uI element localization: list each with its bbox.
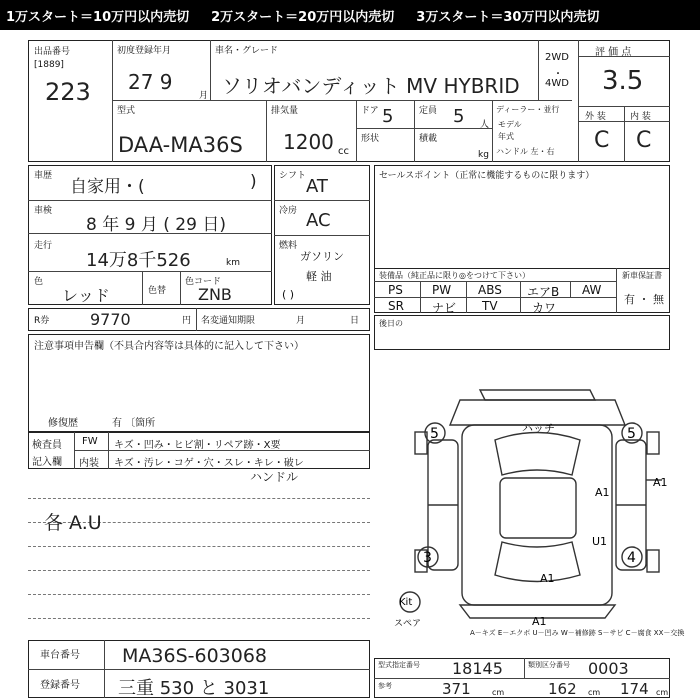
roof-outline [500,478,576,538]
cartype-value: 自家用・( [70,177,145,197]
recycle-row [28,308,370,331]
fw-items: キズ・凹み・ヒビ割・リペア跡・X要 [114,440,281,451]
interior-items: キズ・汚レ・コゲ・穴・スレ・キレ・破レ [114,458,304,469]
ac-value: AC [306,210,331,231]
handle-note: ハンドル [250,470,299,484]
score-label: 評 価 点 [595,47,632,58]
hatch-mark: ハッチ [522,422,555,435]
dealer-label: ディーラー・並行 [496,105,560,114]
spec-value: 18145 [452,659,503,678]
model-year-label: 年式 [498,132,514,141]
capacity-value: 5 [453,106,465,127]
wd-dot: ・ [553,69,563,80]
disp-label: 排気量 [271,106,299,116]
class-value: 0003 [588,659,629,678]
mileage-label: 走行 [34,241,53,251]
wd4-label: 4WD [545,78,569,89]
chassis-value: MA36S-603068 [122,645,268,667]
equipment-label: 装備品（純正品に限り◎をつけて下さい） [379,271,530,280]
equip-tv: TV [482,299,498,313]
length-value: 371 [442,680,471,698]
fw-label: FW [82,436,98,447]
weight-unit: kg [478,150,489,160]
header-start-2: 2万スタート＝20万円以内売切 [211,9,395,25]
lot-number: 223 [45,78,91,106]
ac-label: 冷房 [279,206,298,216]
mileage-value: 14万8千526 [86,250,191,271]
cartype-close: ) [250,172,257,192]
color-value: レッド [62,286,110,305]
registration-label: 登録番号 [40,680,80,691]
spare-label: スペア [394,619,422,629]
score-value: 3.5 [602,66,644,96]
rear-right-wheel [647,550,659,572]
color-label: 色 [34,277,44,287]
equip-pw: PW [432,283,452,297]
spec-label: 型式指定番号 [378,661,420,669]
type-value: DAA-MA36S [118,133,243,157]
ext-label: 外 装 [585,112,606,122]
mark-u1: U1 [592,535,608,548]
rear-window-outline [495,542,580,582]
length-unit: cm [492,688,505,697]
handle-label: ハンドル 左・右 [496,147,555,156]
mark-3: 3 [423,550,432,566]
fuel-label: 燃料 [279,241,298,251]
reg-unit: 月 [199,91,209,101]
ext-value: C [594,128,610,153]
sales-point-label: セールスポイント（正常に機能するものに限ります） [379,171,595,181]
int-label: 内 装 [630,112,651,122]
reg-value: 27 9 [128,70,173,94]
front-bumper-top [480,390,595,400]
chassis-label: 車台番号 [40,650,80,661]
equip-sr: SR [388,299,404,313]
weight-label: 積載 [419,134,438,144]
equip-abs: ABS [478,283,502,297]
fuel-other: ( ) [282,288,295,301]
capacity-unit: 人 [480,120,490,130]
int-value: C [636,128,652,153]
recycle-value: 9770 [90,310,131,329]
width-value: 162 [548,680,577,698]
equip-navi: ナビ [432,301,457,315]
handwritten-note: 各 A.U [44,512,102,534]
name-value: ソリオバンディット MV HYBRID [222,74,520,98]
type-label: 型式 [117,106,136,116]
header-start-1: 1万スタート＝10万円以内売切 [6,9,190,25]
wd2-label: 2WD [545,52,569,63]
mark-a1-rear: A1 [540,572,555,585]
repair-label: 修復歴 [48,418,78,429]
lot-sub: [1889] [34,60,64,70]
back-date-label: 後日の [379,319,403,328]
recycle-unit: 円 [182,316,192,326]
shift-label: シフト [279,171,307,181]
reg-label: 初度登録年月 [117,46,172,56]
warranty-label: 新車保証書 [622,271,662,280]
back-date-box [374,315,670,350]
name-label: 車名・グレード [215,46,279,56]
fuel-gasoline: ガソリン [300,250,344,263]
shape-label: 形状 [361,134,380,144]
notes-title: 注意事項申告欄（不具合内容等は具体的に記入して下さい） [34,341,304,352]
capacity-label: 定員 [419,106,438,116]
recycle-label: R券 [34,316,50,326]
header-start-3: 3万スタート＝30万円以内売切 [416,9,600,25]
notice-label: 名変通知期限 [201,316,256,326]
registration-value: 三重 530 と 3031 [118,678,270,699]
equip-ps: PS [388,283,403,297]
lot-label: 出品番号 [34,47,71,57]
warranty-value: 有 ・ 無 [624,293,664,306]
mark-kit: Kit [399,597,413,608]
mark-5-right: 5 [627,426,636,442]
equip-aw: AW [582,283,602,297]
header-bar [0,0,700,30]
mark-a1-bumper: A1 [532,615,547,628]
equip-airbag: エアB [527,285,560,299]
disp-value: 1200 [283,130,334,154]
mark-a1-right-door: A1 [595,486,610,499]
repair-value: 有 〔箇所 [112,418,156,429]
colorchange-label: 色替 [148,286,167,296]
car-damage-diagram [394,370,690,640]
equip-leather: カワ [532,301,557,315]
cartype-label: 車歴 [34,171,53,181]
class-label: 類別区分番号 [528,661,570,669]
entry-label: 記入欄 [32,457,62,468]
inspection-value: 8 年 9 月 ( 29 日) [86,215,226,235]
door-value: 5 [382,106,394,127]
mark-4: 4 [627,550,636,566]
notice-month: 月 [296,316,306,326]
mark-5-left: 5 [430,426,439,442]
windshield-outline [495,433,580,476]
shift-value: AT [306,176,328,197]
checker-label: 検査員 [32,440,62,451]
damage-legend: A－キズ E－エクボ U－凹み W－補修跡 S－サビ C－腐食 XX－交換 [470,629,685,637]
ref-label-1: 参考 [378,682,392,690]
mark-a1-right-outer: A1 [653,476,668,489]
width-unit: cm [588,688,601,697]
colorcode-label: 色コード [185,277,222,287]
fuel-diesel: 軽 油 [306,270,332,283]
interior-label: 内装 [79,458,99,469]
front-right-wheel [647,432,659,454]
model-label: モデル [498,120,522,129]
car-body-outline [462,425,612,605]
notice-day: 日 [350,316,360,326]
disp-unit: cc [338,146,349,157]
height-unit: cm [656,688,669,697]
door-label: ドア [361,106,379,116]
mileage-unit: km [226,258,240,268]
colorcode-value: ZNB [198,285,232,304]
height-value: 174 [620,680,649,698]
inspection-label: 車検 [34,206,53,216]
